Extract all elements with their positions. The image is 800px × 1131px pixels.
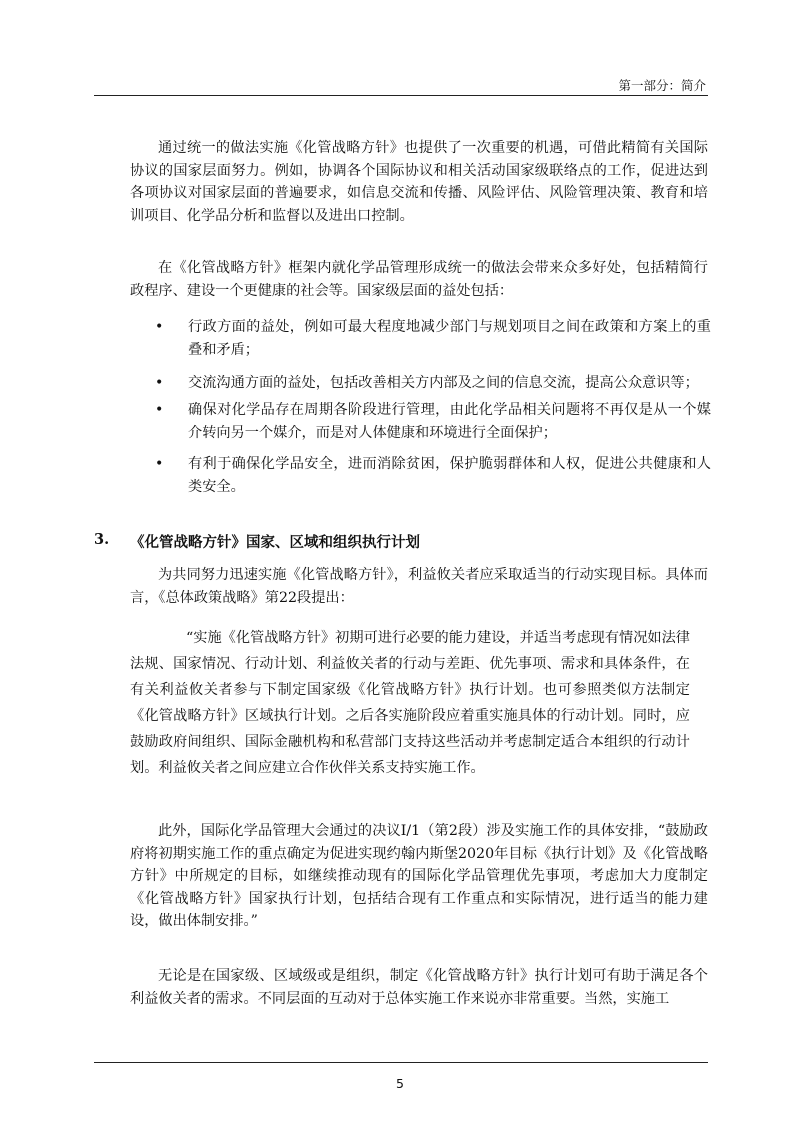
header-section-title: 第一部分：简介 [618, 78, 706, 93]
bullet-marker: • [155, 319, 164, 335]
paragraph-2: 在《化管战略方针》框架内就化学品管理形成统一的做法会带来众多好处，包括精简行政程序、建设一个更健康的社会等。国家级层面的益处包括： [130, 260, 708, 299]
quoted-passage: “实施《化管战略方针》初期可进行必要的能力建设，并适当考虑现有情况如法律法规、国家情况、行动计划、利益攸关者的行动与差距、优先事项、需求和具体条件，在有关利益攸关者参与下制定国家级《化管战略方针》执行计划。也可参照类似方法制定《化管战略方针》区域执行计划。之后各实施阶段应着重实施具体的行动计划。同时，应鼓励政府间组织、国际金融机构和私营部门支持这些活动并考虑制定适合本组织的行动计划。利益攸关者之间应建立合作伙伴关系支持实施工作。 [130, 630, 690, 776]
paragraph-1: 通过统一的做法实施《化管战略方针》也提供了一次重要的机遇，可借此精简有关国际协议的国家层面努力。例如，协调各个国际协议和相关活动国家级联络点的工作，促进达到各项协议对国家层面的普遍要求，如信息交流和传播、风险评估、风险管理决策、教育和培训项目、化学品分析和监督以及进出口控制。 [130, 140, 708, 224]
section-number: 3. [94, 531, 110, 548]
paragraph-5: 无论是在国家级、区域级或是组织，制定《化管战略方针》执行计划可有助于满足各个利益攸关者的需求。不同层面的互动对于总体实施工作来说亦非常重要。当然，实施工 [130, 968, 708, 1007]
bullet-marker: • [155, 456, 164, 472]
bullet-text: 有利于确保化学品安全，进而消除贫困，保护脆弱群体和人权，促进公共健康和人类安全。 [188, 456, 711, 495]
bullet-marker: • [155, 375, 164, 391]
bullet-text: 交流沟通方面的益处，包括改善相关方内部及之间的信息交流，提高公众意识等； [188, 375, 699, 391]
bullet-marker: • [155, 402, 164, 418]
bullet-text: 行政方面的益处，例如可最大程度地减少部门与规划项目之间在政策和方案上的重叠和矛盾； [188, 319, 711, 358]
bullet-text: 确保对化学品存在周期各阶段进行管理，由此化学品相关问题将不再仅是从一个媒介转向另一个媒介，而是对人体健康和环境进行全面保护； [188, 402, 711, 441]
page-number: 5 [396, 1076, 404, 1091]
paragraph-3: 为共同努力迅速实施《化管战略方针》，利益攸关者应采取适当的行动实现目标。具体而言，《总体政策战略》第22段提出： [130, 567, 708, 606]
section-title: 《化管战略方针》国家、区域和组织执行计划 [130, 534, 420, 551]
paragraph-4: 此外，国际化学品管理大会通过的决议I/1（第2段）涉及实施工作的具体安排，“鼓励政府将初期实施工作的重点确定为促进实现约翰内斯堡2020年目标《执行计划》及《化管战略方针》中所规定的目标，如继续推动现有的国际化学品管理优先事项，考虑加大力度制定《化管战略方针》国家执行计划，包括结合现有工作重点和实际情况，进行适当的能力建设，做出体制安排。” [130, 823, 708, 929]
footer-divider [94, 1062, 708, 1063]
header-divider [94, 95, 708, 96]
